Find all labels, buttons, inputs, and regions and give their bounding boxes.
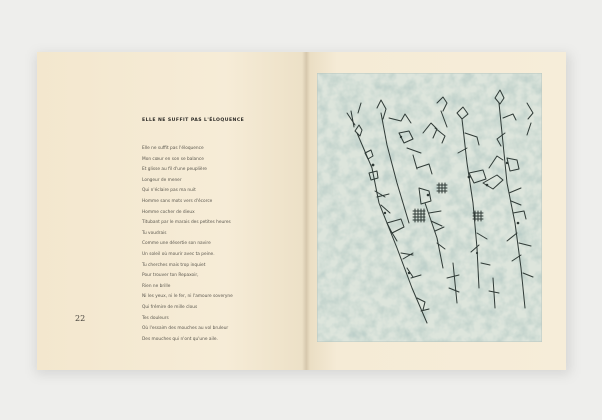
poem-title: ELLE NE SUFFIT PAS L'ÉLOQUENCE — [142, 118, 245, 123]
poem-line: Des mouches qui n'ont qu'une aile. — [142, 336, 218, 342]
poem-line: Elle ne suffit pas l'éloquence — [142, 146, 204, 151]
etching-plate — [317, 73, 542, 342]
book-gutter — [302, 52, 310, 370]
poem-line: Tu voudrais — [142, 230, 167, 236]
poem-line: Qui n'éclaire pas ma nuit — [142, 188, 196, 194]
poem-line: Tu cherches mais trop inquiet — [142, 262, 206, 268]
poem-line: Homme cocher de dieux — [142, 209, 195, 215]
poem-line: Un soleil où mourir avec ta peine. — [142, 251, 215, 257]
poem-line: Homme sans mots vers d'écorce — [142, 198, 213, 204]
aquatint-wash — [317, 73, 542, 342]
poem-line: Où l'essaim des mouches au vol bruleur — [142, 326, 229, 332]
poem-line: Pour trouver ton Repaxoir, — [142, 273, 199, 279]
poem-line: Tes douleurs — [142, 315, 169, 321]
etched-stroke — [473, 211, 483, 221]
poem-line: Mon cœur en son se balance — [142, 156, 204, 162]
poem-line: Ni les yeux, ni le fer, ni l'amoure soveryne — [142, 294, 233, 300]
etching-artwork — [317, 73, 542, 342]
poem-text — [142, 144, 302, 345]
poem-line: Titubant par le marais des petites heures — [142, 220, 231, 226]
poem-line: Rien ne brille — [142, 283, 171, 289]
etched-stroke — [437, 183, 447, 193]
poem-line: Comme une désertie son navire — [142, 241, 211, 247]
poem-line: Qui frémire de mille clous — [142, 304, 198, 310]
page-number: 22 — [75, 314, 86, 323]
poem-line: Et glisse au fil d'une peuplière — [142, 167, 207, 173]
poem-line: Longeur de mener — [142, 177, 182, 183]
